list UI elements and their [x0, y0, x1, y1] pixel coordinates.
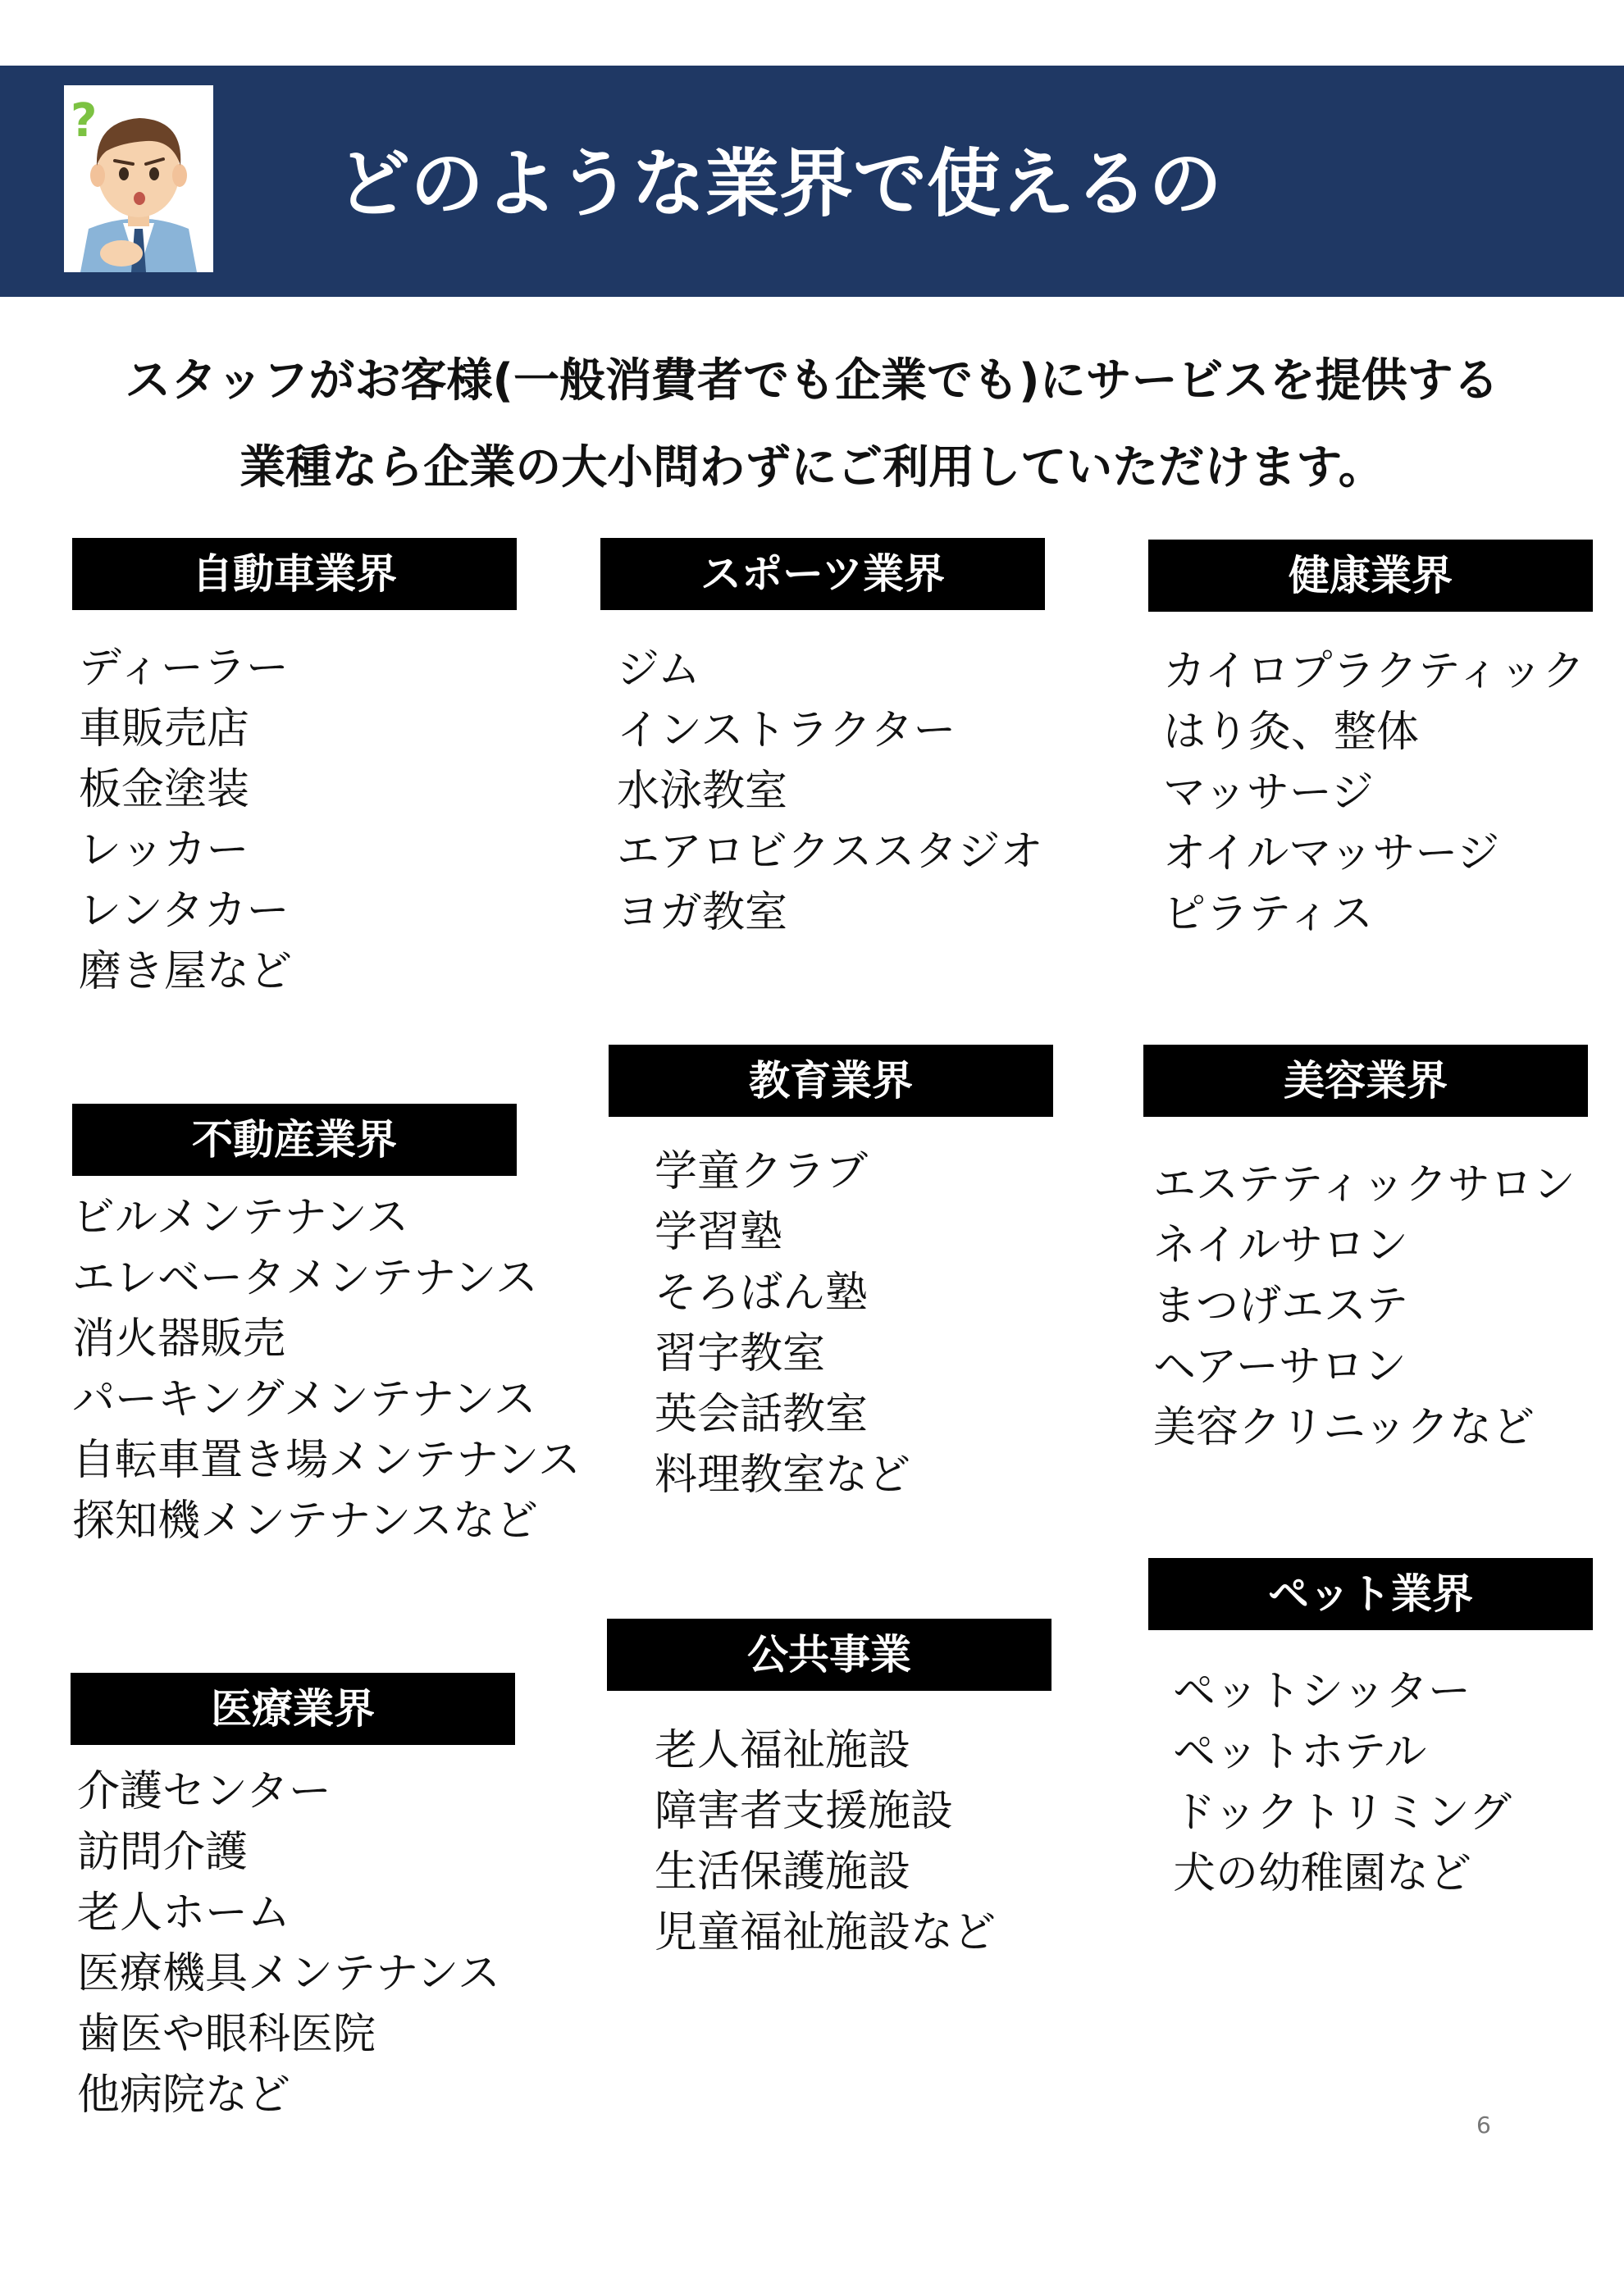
list-item: ビルメンテナンス — [72, 1193, 409, 1242]
list-item: 英会話教室 — [655, 1390, 869, 1439]
intro-line-2: 業種なら企業の大小問わずにご利用していただけます。 — [239, 441, 1385, 494]
category-header-pet: ペット業界 — [1148, 1558, 1593, 1630]
list-item: ヘアーサロン — [1153, 1342, 1407, 1392]
list-item: ディーラー — [79, 644, 289, 693]
avatar — [64, 85, 213, 272]
list-item: マッサージ — [1163, 768, 1374, 818]
svg-text:?: ? — [71, 94, 98, 148]
category-list-health — [1163, 641, 1585, 945]
intro-line-1: スタッフがお客様(一般消費者でも企業でも)にサービスを提供する — [125, 354, 1499, 408]
list-item: 板金塗装 — [79, 765, 250, 814]
category-list-medical — [77, 1761, 500, 2125]
list-item: 探知機メンテナンスなど — [72, 1496, 538, 1546]
list-item: ペットホテル — [1173, 1728, 1427, 1777]
list-item: カイロプラクティック — [1163, 647, 1585, 696]
category-list-pet — [1173, 1661, 1512, 1904]
list-item: まつげエステ — [1153, 1282, 1408, 1331]
page-number: 6 — [1476, 2112, 1491, 2139]
list-item: 犬の幼稚園など — [1173, 1849, 1472, 1898]
list-item: ピラティス — [1163, 890, 1373, 939]
list-item: 他病院など — [77, 2070, 291, 2120]
category-header-education: 教育業界 — [609, 1045, 1053, 1117]
list-item: 車販売店 — [79, 704, 250, 754]
list-item: 老人ホーム — [77, 1888, 291, 1938]
list-item: 介護センター — [77, 1767, 331, 1816]
list-item: エアロビクススタジオ — [617, 827, 1043, 877]
list-item: エレベータメンテナンス — [72, 1254, 538, 1303]
category-list-beauty — [1153, 1155, 1576, 1458]
list-item: 老人福祉施設 — [655, 1726, 911, 1775]
list-item: 生活保護施設 — [655, 1847, 911, 1897]
list-item: 訪問介護 — [77, 1828, 249, 1877]
category-header-beauty: 美容業界 — [1143, 1045, 1588, 1117]
list-item: 磨き屋など — [79, 947, 293, 996]
category-header-medical: 医療業界 — [71, 1673, 515, 1745]
list-item: 水泳教室 — [617, 767, 788, 816]
category-header-real-estate: 不動産業界 — [72, 1104, 517, 1176]
list-item: ペットシッター — [1173, 1667, 1471, 1716]
list-item: レッカー — [79, 826, 249, 875]
list-item: エステティックサロン — [1153, 1160, 1576, 1210]
category-list-real-estate — [72, 1187, 581, 1551]
list-item: 美容クリニックなど — [1153, 1403, 1535, 1452]
list-item: ヨガ教室 — [617, 888, 788, 937]
category-header-sports: スポーツ業界 — [600, 538, 1045, 610]
list-item: 消火器販売 — [72, 1314, 286, 1364]
list-item: 歯医や眼科医院 — [77, 2010, 376, 2059]
category-list-public-works — [655, 1720, 996, 1963]
list-item: 料理教室など — [655, 1451, 911, 1500]
category-header-health: 健康業界 — [1148, 540, 1593, 612]
list-item: ジム — [617, 645, 700, 695]
list-item: 障害者支援施設 — [655, 1787, 954, 1836]
list-item: 自転車置き場メンテナンス — [72, 1436, 581, 1485]
list-item: 医療機具メンテナンス — [77, 1949, 500, 1998]
list-item: 学童クラブ — [655, 1147, 869, 1196]
category-list-sports — [617, 640, 1042, 943]
confused-businessman-illustration — [64, 85, 213, 272]
list-item: そろばん塾 — [655, 1269, 869, 1318]
list-item: パーキングメンテナンス — [72, 1375, 536, 1424]
category-header-public-works: 公共事業 — [607, 1619, 1051, 1691]
list-item: ネイルサロン — [1153, 1221, 1408, 1270]
list-item: インストラクター — [617, 706, 956, 755]
list-item: 習字教室 — [655, 1329, 826, 1378]
page-title: どのような業界で使えるの — [336, 141, 1222, 227]
list-item: ドックトリミング — [1173, 1788, 1512, 1838]
category-list-automotive — [79, 638, 292, 1002]
category-header-automotive: 自動車業界 — [72, 538, 517, 610]
list-item: 学習塾 — [655, 1208, 783, 1257]
list-item: オイルマッサージ — [1163, 829, 1500, 878]
category-list-education — [655, 1141, 910, 1506]
list-item: 児童福祉施設など — [655, 1908, 997, 1957]
list-item: はり灸、整体 — [1163, 708, 1420, 757]
list-item: レンタカー — [79, 886, 290, 936]
